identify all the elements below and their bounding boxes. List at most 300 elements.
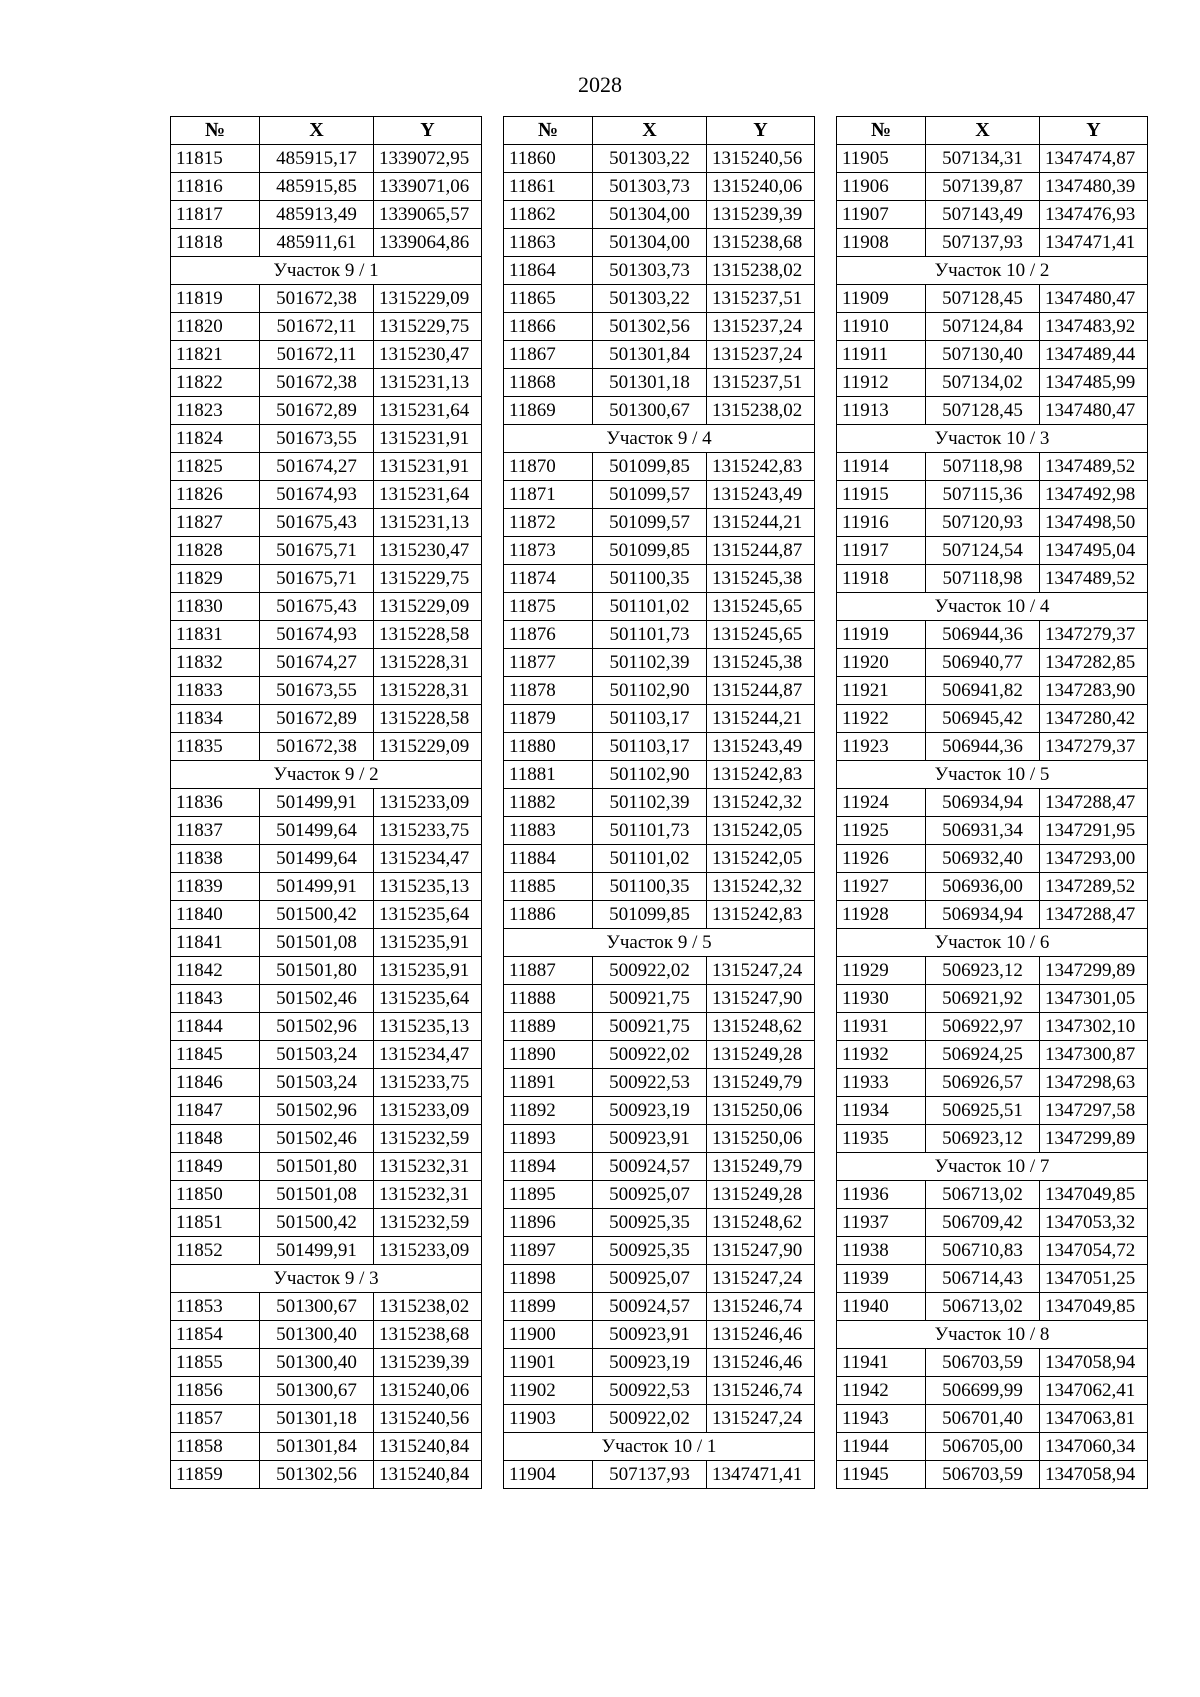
x-coordinate: 501503,24	[260, 1041, 374, 1069]
x-coordinate: 501302,56	[593, 313, 707, 341]
y-coordinate: 1315240,84	[374, 1433, 482, 1461]
table-row	[504, 369, 815, 397]
y-coordinate: 1347492,98	[1040, 481, 1148, 509]
x-coordinate: 501101,02	[593, 845, 707, 873]
table-row	[504, 565, 815, 593]
point-number: 11817	[171, 201, 260, 229]
point-number: 11835	[171, 733, 260, 761]
point-number: 11934	[837, 1097, 926, 1125]
point-number: 11859	[171, 1461, 260, 1489]
x-coordinate: 506934,94	[926, 789, 1040, 817]
header-y: Y	[1040, 117, 1148, 145]
table-row	[837, 537, 1148, 565]
table-row	[504, 1405, 815, 1433]
y-coordinate: 1315242,32	[707, 789, 815, 817]
table-row	[837, 957, 1148, 985]
table-row	[837, 1405, 1148, 1433]
y-coordinate: 1315237,51	[707, 369, 815, 397]
x-coordinate: 506940,77	[926, 649, 1040, 677]
y-coordinate: 1315232,31	[374, 1181, 482, 1209]
x-coordinate: 501501,80	[260, 957, 374, 985]
y-coordinate: 1315232,59	[374, 1209, 482, 1237]
table-row	[837, 1013, 1148, 1041]
x-coordinate: 506924,25	[926, 1041, 1040, 1069]
table-row	[504, 285, 815, 313]
point-number: 11887	[504, 957, 593, 985]
point-number: 11858	[171, 1433, 260, 1461]
table-row	[171, 873, 482, 901]
y-coordinate: 1315235,13	[374, 873, 482, 901]
point-number: 11945	[837, 1461, 926, 1489]
y-coordinate: 1315228,58	[374, 705, 482, 733]
section-row	[837, 1321, 1148, 1349]
y-coordinate: 1347474,87	[1040, 145, 1148, 173]
x-coordinate: 500921,75	[593, 1013, 707, 1041]
table-row	[171, 481, 482, 509]
y-coordinate: 1347298,63	[1040, 1069, 1148, 1097]
x-coordinate: 500924,57	[593, 1293, 707, 1321]
y-coordinate: 1347058,94	[1040, 1349, 1148, 1377]
table-row	[504, 313, 815, 341]
x-coordinate: 500922,02	[593, 1041, 707, 1069]
table-row	[171, 677, 482, 705]
point-number: 11840	[171, 901, 260, 929]
point-number: 11861	[504, 173, 593, 201]
section-row	[837, 929, 1148, 957]
table-row	[504, 453, 815, 481]
point-number: 11927	[837, 873, 926, 901]
point-number: 11870	[504, 453, 593, 481]
point-number: 11932	[837, 1041, 926, 1069]
table-row	[504, 705, 815, 733]
point-number: 11839	[171, 873, 260, 901]
x-coordinate: 501674,93	[260, 481, 374, 509]
point-number: 11923	[837, 733, 926, 761]
x-coordinate: 500921,75	[593, 985, 707, 1013]
point-number: 11917	[837, 537, 926, 565]
y-coordinate: 1315246,46	[707, 1349, 815, 1377]
point-number: 11841	[171, 929, 260, 957]
table-row	[171, 397, 482, 425]
table-row	[504, 845, 815, 873]
y-coordinate: 1315230,47	[374, 341, 482, 369]
header-y: Y	[374, 117, 482, 145]
x-coordinate: 500922,02	[593, 1405, 707, 1433]
section-label: Участок 9 / 1	[171, 257, 482, 285]
y-coordinate: 1315229,09	[374, 593, 482, 621]
y-coordinate: 1315248,62	[707, 1013, 815, 1041]
x-coordinate: 506934,94	[926, 901, 1040, 929]
x-coordinate: 507128,45	[926, 285, 1040, 313]
y-coordinate: 1347297,58	[1040, 1097, 1148, 1125]
coordinate-table-2	[503, 116, 815, 1489]
x-coordinate: 506703,59	[926, 1461, 1040, 1489]
section-label: Участок 9 / 4	[504, 425, 815, 453]
table-row	[504, 257, 815, 285]
y-coordinate: 1347483,92	[1040, 313, 1148, 341]
table-row	[837, 1293, 1148, 1321]
table-row	[171, 425, 482, 453]
section-row	[171, 257, 482, 285]
x-coordinate: 501099,85	[593, 901, 707, 929]
table-row	[504, 1377, 815, 1405]
table-row	[171, 1097, 482, 1125]
y-coordinate: 1315237,24	[707, 341, 815, 369]
table-row	[837, 1125, 1148, 1153]
x-coordinate: 507124,54	[926, 537, 1040, 565]
y-coordinate: 1315248,62	[707, 1209, 815, 1237]
point-number: 11914	[837, 453, 926, 481]
table-row	[837, 509, 1148, 537]
table-row	[837, 985, 1148, 1013]
x-coordinate: 506941,82	[926, 677, 1040, 705]
x-coordinate: 500923,91	[593, 1125, 707, 1153]
point-number: 11862	[504, 201, 593, 229]
table-row	[837, 677, 1148, 705]
point-number: 11824	[171, 425, 260, 453]
x-coordinate: 501103,17	[593, 705, 707, 733]
table-row	[171, 565, 482, 593]
table-row	[171, 957, 482, 985]
table-row	[171, 845, 482, 873]
table-row	[504, 341, 815, 369]
point-number: 11899	[504, 1293, 593, 1321]
x-coordinate: 501300,67	[260, 1293, 374, 1321]
section-label: Участок 10 / 4	[837, 593, 1148, 621]
point-number: 11855	[171, 1349, 260, 1377]
x-coordinate: 501103,17	[593, 733, 707, 761]
table-row	[171, 509, 482, 537]
point-number: 11848	[171, 1125, 260, 1153]
table-row	[837, 901, 1148, 929]
y-coordinate: 1315242,83	[707, 901, 815, 929]
point-number: 11822	[171, 369, 260, 397]
x-coordinate: 500925,35	[593, 1209, 707, 1237]
x-coordinate: 507137,93	[926, 229, 1040, 257]
x-coordinate: 506936,00	[926, 873, 1040, 901]
point-number: 11853	[171, 1293, 260, 1321]
x-coordinate: 501499,91	[260, 873, 374, 901]
point-number: 11920	[837, 649, 926, 677]
section-row	[837, 425, 1148, 453]
section-label: Участок 10 / 3	[837, 425, 1148, 453]
y-coordinate: 1315249,79	[707, 1153, 815, 1181]
y-coordinate: 1315240,56	[374, 1405, 482, 1433]
y-coordinate: 1315246,46	[707, 1321, 815, 1349]
y-coordinate: 1315238,02	[707, 397, 815, 425]
section-label: Участок 10 / 6	[837, 929, 1148, 957]
section-row	[504, 929, 815, 957]
y-coordinate: 1315231,13	[374, 509, 482, 537]
x-coordinate: 501675,71	[260, 537, 374, 565]
table-row	[171, 537, 482, 565]
section-label: Участок 10 / 1	[504, 1433, 815, 1461]
y-coordinate: 1347283,90	[1040, 677, 1148, 705]
y-coordinate: 1347489,52	[1040, 565, 1148, 593]
y-coordinate: 1347058,94	[1040, 1461, 1148, 1489]
x-coordinate: 506709,42	[926, 1209, 1040, 1237]
table-row	[837, 201, 1148, 229]
point-number: 11890	[504, 1041, 593, 1069]
y-coordinate: 1315239,39	[374, 1349, 482, 1377]
y-coordinate: 1315228,31	[374, 677, 482, 705]
x-coordinate: 506701,40	[926, 1405, 1040, 1433]
x-coordinate: 507120,93	[926, 509, 1040, 537]
point-number: 11897	[504, 1237, 593, 1265]
table-row	[171, 1125, 482, 1153]
table-row	[837, 397, 1148, 425]
table-row	[171, 649, 482, 677]
point-number: 11827	[171, 509, 260, 537]
x-coordinate: 501502,46	[260, 1125, 374, 1153]
table-row	[171, 229, 482, 257]
table-row	[171, 901, 482, 929]
x-coordinate: 506926,57	[926, 1069, 1040, 1097]
point-number: 11828	[171, 537, 260, 565]
y-coordinate: 1339065,57	[374, 201, 482, 229]
point-number: 11892	[504, 1097, 593, 1125]
y-coordinate: 1315233,09	[374, 1097, 482, 1125]
x-coordinate: 501102,90	[593, 677, 707, 705]
point-number: 11868	[504, 369, 593, 397]
point-number: 11872	[504, 509, 593, 537]
x-coordinate: 507128,45	[926, 397, 1040, 425]
point-number: 11856	[171, 1377, 260, 1405]
table-row	[504, 1349, 815, 1377]
table-row	[171, 1293, 482, 1321]
y-coordinate: 1315247,90	[707, 985, 815, 1013]
y-coordinate: 1315230,47	[374, 537, 482, 565]
x-coordinate: 501099,85	[593, 453, 707, 481]
point-number: 11875	[504, 593, 593, 621]
y-coordinate: 1315245,38	[707, 565, 815, 593]
table-row	[837, 481, 1148, 509]
table-row	[171, 1433, 482, 1461]
y-coordinate: 1315245,65	[707, 593, 815, 621]
x-coordinate: 506931,34	[926, 817, 1040, 845]
y-coordinate: 1315242,05	[707, 845, 815, 873]
y-coordinate: 1347288,47	[1040, 901, 1148, 929]
point-number: 11929	[837, 957, 926, 985]
table-row	[504, 173, 815, 201]
point-number: 11847	[171, 1097, 260, 1125]
table-row	[837, 733, 1148, 761]
table-row	[171, 733, 482, 761]
point-number: 11886	[504, 901, 593, 929]
coordinate-table-3	[836, 116, 1148, 1489]
point-number: 11940	[837, 1293, 926, 1321]
y-coordinate: 1347280,42	[1040, 705, 1148, 733]
x-coordinate: 501672,38	[260, 733, 374, 761]
y-coordinate: 1315240,84	[374, 1461, 482, 1489]
x-coordinate: 501102,39	[593, 789, 707, 817]
x-coordinate: 501301,18	[593, 369, 707, 397]
x-coordinate: 506703,59	[926, 1349, 1040, 1377]
x-coordinate: 501502,46	[260, 985, 374, 1013]
table-row	[171, 1461, 482, 1489]
y-coordinate: 1315242,83	[707, 761, 815, 789]
x-coordinate: 501672,11	[260, 313, 374, 341]
section-row	[837, 1153, 1148, 1181]
point-number: 11944	[837, 1433, 926, 1461]
point-number: 11869	[504, 397, 593, 425]
table-row	[171, 1237, 482, 1265]
table-row	[837, 173, 1148, 201]
y-coordinate: 1315229,75	[374, 565, 482, 593]
table-row	[171, 789, 482, 817]
x-coordinate: 501099,57	[593, 481, 707, 509]
y-coordinate: 1315232,31	[374, 1153, 482, 1181]
x-coordinate: 501499,91	[260, 1237, 374, 1265]
y-coordinate: 1315228,58	[374, 621, 482, 649]
point-number: 11905	[837, 145, 926, 173]
x-coordinate: 501499,91	[260, 789, 374, 817]
table-row	[504, 985, 815, 1013]
table-row	[171, 1181, 482, 1209]
table-row	[837, 621, 1148, 649]
section-label: Участок 9 / 3	[171, 1265, 482, 1293]
y-coordinate: 1347299,89	[1040, 957, 1148, 985]
point-number: 11842	[171, 957, 260, 985]
point-number: 11898	[504, 1265, 593, 1293]
y-coordinate: 1347471,41	[707, 1461, 815, 1489]
table-row	[837, 649, 1148, 677]
table-row	[504, 957, 815, 985]
x-coordinate: 501675,71	[260, 565, 374, 593]
section-label: Участок 10 / 5	[837, 761, 1148, 789]
table-row	[837, 1069, 1148, 1097]
table-row	[504, 481, 815, 509]
table-row	[504, 1181, 815, 1209]
x-coordinate: 506713,02	[926, 1293, 1040, 1321]
y-coordinate: 1315235,91	[374, 929, 482, 957]
x-coordinate: 500922,53	[593, 1069, 707, 1097]
table-row	[504, 901, 815, 929]
y-coordinate: 1315249,28	[707, 1181, 815, 1209]
y-coordinate: 1315249,79	[707, 1069, 815, 1097]
x-coordinate: 501675,43	[260, 509, 374, 537]
y-coordinate: 1315229,09	[374, 733, 482, 761]
y-coordinate: 1315244,21	[707, 705, 815, 733]
y-coordinate: 1315243,49	[707, 481, 815, 509]
x-coordinate: 506923,12	[926, 957, 1040, 985]
point-number: 11866	[504, 313, 593, 341]
x-coordinate: 500924,57	[593, 1153, 707, 1181]
table-row	[504, 677, 815, 705]
table-row	[504, 593, 815, 621]
x-coordinate: 500925,35	[593, 1237, 707, 1265]
table-row	[837, 705, 1148, 733]
x-coordinate: 507118,98	[926, 565, 1040, 593]
point-number: 11845	[171, 1041, 260, 1069]
point-number: 11903	[504, 1405, 593, 1433]
y-coordinate: 1347299,89	[1040, 1125, 1148, 1153]
x-coordinate: 501304,00	[593, 229, 707, 257]
y-coordinate: 1315250,06	[707, 1125, 815, 1153]
y-coordinate: 1315243,49	[707, 733, 815, 761]
y-coordinate: 1347485,99	[1040, 369, 1148, 397]
y-coordinate: 1315244,87	[707, 677, 815, 705]
x-coordinate: 485911,61	[260, 229, 374, 257]
y-coordinate: 1347282,85	[1040, 649, 1148, 677]
x-coordinate: 507139,87	[926, 173, 1040, 201]
y-coordinate: 1347476,93	[1040, 201, 1148, 229]
point-number: 11942	[837, 1377, 926, 1405]
table-row	[504, 1321, 815, 1349]
x-coordinate: 501102,90	[593, 761, 707, 789]
point-number: 11924	[837, 789, 926, 817]
point-number: 11826	[171, 481, 260, 509]
point-number: 11882	[504, 789, 593, 817]
table-row	[171, 145, 482, 173]
table-row	[837, 1433, 1148, 1461]
y-coordinate: 1347063,81	[1040, 1405, 1148, 1433]
table-row	[837, 1349, 1148, 1377]
point-number: 11836	[171, 789, 260, 817]
x-coordinate: 501303,22	[593, 285, 707, 313]
section-label: Участок 10 / 7	[837, 1153, 1148, 1181]
point-number: 11926	[837, 845, 926, 873]
y-coordinate: 1347300,87	[1040, 1041, 1148, 1069]
table-row	[837, 1237, 1148, 1265]
table-row	[837, 1209, 1148, 1237]
y-coordinate: 1347480,47	[1040, 397, 1148, 425]
x-coordinate: 501499,64	[260, 845, 374, 873]
x-coordinate: 506705,00	[926, 1433, 1040, 1461]
header-number: №	[504, 117, 593, 145]
table-row	[837, 1461, 1148, 1489]
point-number: 11883	[504, 817, 593, 845]
point-number: 11925	[837, 817, 926, 845]
table-row	[504, 873, 815, 901]
y-coordinate: 1347489,44	[1040, 341, 1148, 369]
y-coordinate: 1315228,31	[374, 649, 482, 677]
table-row	[504, 789, 815, 817]
point-number: 11895	[504, 1181, 593, 1209]
page-number: 2028	[578, 72, 622, 97]
point-number: 11825	[171, 453, 260, 481]
table-row	[171, 1069, 482, 1097]
y-coordinate: 1347288,47	[1040, 789, 1148, 817]
x-coordinate: 506944,36	[926, 621, 1040, 649]
x-coordinate: 506710,83	[926, 1237, 1040, 1265]
point-number: 11833	[171, 677, 260, 705]
point-number: 11864	[504, 257, 593, 285]
x-coordinate: 501300,40	[260, 1349, 374, 1377]
x-coordinate: 506945,42	[926, 705, 1040, 733]
y-coordinate: 1347060,34	[1040, 1433, 1148, 1461]
y-coordinate: 1339072,95	[374, 145, 482, 173]
table-row	[504, 761, 815, 789]
table-row	[171, 985, 482, 1013]
point-number: 11865	[504, 285, 593, 313]
point-number: 11820	[171, 313, 260, 341]
y-coordinate: 1315235,13	[374, 1013, 482, 1041]
x-coordinate: 501672,89	[260, 397, 374, 425]
x-coordinate: 501303,22	[593, 145, 707, 173]
x-coordinate: 485915,85	[260, 173, 374, 201]
table-row	[504, 1237, 815, 1265]
point-number: 11893	[504, 1125, 593, 1153]
y-coordinate: 1315242,05	[707, 817, 815, 845]
x-coordinate: 501499,64	[260, 817, 374, 845]
table-row	[171, 1377, 482, 1405]
point-number: 11815	[171, 145, 260, 173]
point-number: 11896	[504, 1209, 593, 1237]
y-coordinate: 1315246,74	[707, 1293, 815, 1321]
table-row	[171, 1405, 482, 1433]
y-coordinate: 1315229,09	[374, 285, 482, 313]
